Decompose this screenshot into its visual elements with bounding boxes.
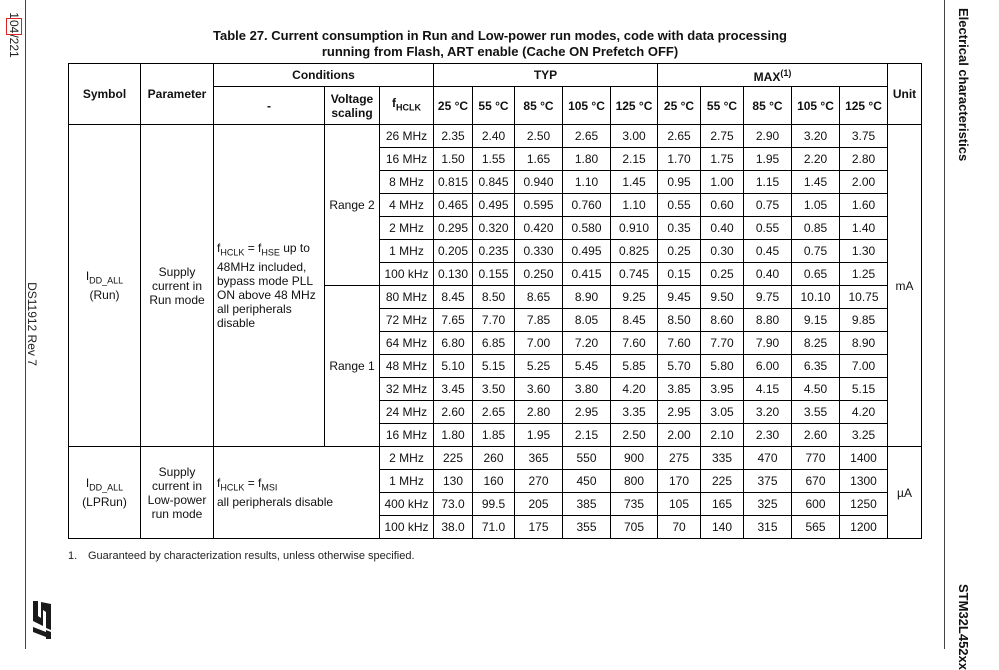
- max-value: 3.05: [701, 401, 744, 424]
- typ-value: 99.5: [473, 493, 515, 516]
- page-number: 104/221: [7, 12, 21, 58]
- max-value: 1.95: [744, 148, 792, 171]
- typ-value: 2.65: [473, 401, 515, 424]
- frequency-cell: 26 MHz: [380, 125, 434, 148]
- max-value: 1.25: [840, 263, 888, 286]
- max-value: 0.75: [792, 240, 840, 263]
- typ-value: 0.495: [473, 194, 515, 217]
- typ-value: 7.70: [473, 309, 515, 332]
- header-typ: TYP: [434, 64, 658, 87]
- max-value: 2.30: [744, 424, 792, 447]
- max-value: 5.80: [701, 355, 744, 378]
- max-value: 770: [792, 447, 840, 470]
- header-max-temp: 105 °C: [792, 87, 840, 125]
- run-unit: mA: [888, 125, 922, 447]
- typ-value: 0.130: [434, 263, 473, 286]
- typ-value: 0.595: [515, 194, 563, 217]
- typ-value: 3.35: [611, 401, 658, 424]
- max-value: 7.70: [701, 332, 744, 355]
- typ-value: 1.65: [515, 148, 563, 171]
- typ-value: 5.10: [434, 355, 473, 378]
- table-row: [69, 125, 922, 148]
- typ-value: 385: [563, 493, 611, 516]
- max-value: 0.30: [701, 240, 744, 263]
- footnote-ref: (1): [780, 68, 792, 78]
- header-unit: Unit: [888, 64, 922, 125]
- max-value: 2.20: [792, 148, 840, 171]
- lprun-unit: µA: [888, 447, 922, 539]
- header-typ-temp: 25 °C: [434, 87, 473, 125]
- typ-value: 0.580: [563, 217, 611, 240]
- typ-value: 0.250: [515, 263, 563, 286]
- max-value: 1200: [840, 516, 888, 539]
- max-value: 325: [744, 493, 792, 516]
- run-conditions: $f_{HCLK} = f_{HSE}$ up to 48MHz included, bypass mode PLL ON above 48 MHz all peripherals disable: [214, 125, 325, 447]
- typ-value: 5.15: [473, 355, 515, 378]
- typ-value: 0.760: [563, 194, 611, 217]
- header-parameter: Parameter: [141, 64, 214, 125]
- frequency-cell: 8 MHz: [380, 171, 434, 194]
- typ-value: 8.50: [473, 286, 515, 309]
- typ-value: 0.235: [473, 240, 515, 263]
- page-number-highlight: 04: [7, 19, 21, 34]
- max-value: 0.45: [744, 240, 792, 263]
- typ-value: 0.205: [434, 240, 473, 263]
- frequency-cell: 2 MHz: [380, 217, 434, 240]
- header-typ-temp: 105 °C: [563, 87, 611, 125]
- header-max-temp: 85 °C: [744, 87, 792, 125]
- max-value: 2.65: [658, 125, 701, 148]
- typ-value: 9.25: [611, 286, 658, 309]
- max-value: 0.55: [744, 217, 792, 240]
- typ-value: 1.10: [611, 194, 658, 217]
- max-value: 8.90: [840, 332, 888, 355]
- typ-value: 2.80: [515, 401, 563, 424]
- typ-value: 4.20: [611, 378, 658, 401]
- max-value: 0.60: [701, 194, 744, 217]
- max-value: 8.50: [658, 309, 701, 332]
- typ-value: 3.60: [515, 378, 563, 401]
- max-value: 1250: [840, 493, 888, 516]
- max-value: 2.00: [840, 171, 888, 194]
- frequency-cell: 72 MHz: [380, 309, 434, 332]
- max-value: 4.15: [744, 378, 792, 401]
- max-value: 1400: [840, 447, 888, 470]
- typ-value: 0.295: [434, 217, 473, 240]
- typ-value: 0.415: [563, 263, 611, 286]
- typ-value: 365: [515, 447, 563, 470]
- caption-line-1: Table 27. Current consumption in Run and Low-power run modes, code with data processing: [213, 28, 787, 43]
- header-max-temp: 125 °C: [840, 87, 888, 125]
- max-value: 1300: [840, 470, 888, 493]
- max-value: 0.85: [792, 217, 840, 240]
- max-value: 1.40: [840, 217, 888, 240]
- max-value: 2.60: [792, 424, 840, 447]
- max-value: 315: [744, 516, 792, 539]
- max-value: 1.15: [744, 171, 792, 194]
- typ-value: 0.910: [611, 217, 658, 240]
- max-value: 1.60: [840, 194, 888, 217]
- max-value: 9.50: [701, 286, 744, 309]
- typ-value: 1.80: [434, 424, 473, 447]
- typ-value: 5.45: [563, 355, 611, 378]
- typ-value: 225: [434, 447, 473, 470]
- frequency-cell: 64 MHz: [380, 332, 434, 355]
- typ-value: 0.155: [473, 263, 515, 286]
- max-value: 2.90: [744, 125, 792, 148]
- max-value: 1.00: [701, 171, 744, 194]
- typ-value: 130: [434, 470, 473, 493]
- typ-value: 7.20: [563, 332, 611, 355]
- max-value: 0.75: [744, 194, 792, 217]
- frequency-cell: 4 MHz: [380, 194, 434, 217]
- frequency-cell: 80 MHz: [380, 286, 434, 309]
- max-value: 9.75: [744, 286, 792, 309]
- typ-value: 2.95: [563, 401, 611, 424]
- max-value: 0.25: [701, 263, 744, 286]
- typ-value: 705: [611, 516, 658, 539]
- frequency-cell: 100 kHz: [380, 516, 434, 539]
- typ-value: 6.85: [473, 332, 515, 355]
- typ-value: 8.90: [563, 286, 611, 309]
- max-value: 375: [744, 470, 792, 493]
- max-value: 1.05: [792, 194, 840, 217]
- max-value: 4.50: [792, 378, 840, 401]
- header-voltage-scaling: Voltage scaling: [325, 87, 380, 125]
- voltage-scaling-range-2: Range 2: [325, 125, 380, 286]
- max-value: 9.45: [658, 286, 701, 309]
- run-parameter: Supply current in Run mode: [141, 125, 214, 447]
- part-number: STM32L452xx: [956, 584, 971, 670]
- max-value: 275: [658, 447, 701, 470]
- typ-value: 0.465: [434, 194, 473, 217]
- typ-value: 7.60: [611, 332, 658, 355]
- frequency-cell: 16 MHz: [380, 148, 434, 171]
- max-value: 105: [658, 493, 701, 516]
- max-value: 600: [792, 493, 840, 516]
- max-value: 2.80: [840, 148, 888, 171]
- header-fhclk: $f_{HCLK}$: [380, 87, 434, 125]
- max-value: 3.25: [840, 424, 888, 447]
- max-value: 0.25: [658, 240, 701, 263]
- typ-value: 38.0: [434, 516, 473, 539]
- typ-value: 2.15: [563, 424, 611, 447]
- typ-value: 5.85: [611, 355, 658, 378]
- max-value: 10.75: [840, 286, 888, 309]
- max-value: 8.25: [792, 332, 840, 355]
- max-value: 225: [701, 470, 744, 493]
- right-margin-rule: [944, 0, 945, 649]
- max-value: 6.00: [744, 355, 792, 378]
- typ-value: 71.0: [473, 516, 515, 539]
- max-value: 8.80: [744, 309, 792, 332]
- max-value: 5.15: [840, 378, 888, 401]
- frequency-cell: 2 MHz: [380, 447, 434, 470]
- frequency-cell: 100 kHz: [380, 263, 434, 286]
- lprun-conditions: $f_{HCLK} = f_{MSI}$ all peripherals disable: [214, 447, 380, 539]
- frequency-cell: 48 MHz: [380, 355, 434, 378]
- typ-value: 0.825: [611, 240, 658, 263]
- max-value: 70: [658, 516, 701, 539]
- max-value: 2.10: [701, 424, 744, 447]
- typ-value: 0.320: [473, 217, 515, 240]
- max-value: 6.35: [792, 355, 840, 378]
- typ-value: 0.330: [515, 240, 563, 263]
- document-id: DS11912 Rev 7: [25, 282, 39, 366]
- typ-value: 1.55: [473, 148, 515, 171]
- typ-value: 8.45: [611, 309, 658, 332]
- max-value: 0.55: [658, 194, 701, 217]
- typ-value: 3.00: [611, 125, 658, 148]
- frequency-cell: 32 MHz: [380, 378, 434, 401]
- header-max-temp: 55 °C: [701, 87, 744, 125]
- section-title: Electrical characteristics: [956, 8, 971, 162]
- typ-value: 0.745: [611, 263, 658, 286]
- lprun-parameter: Supply current in Low-power run mode: [141, 447, 214, 539]
- max-value: 170: [658, 470, 701, 493]
- typ-value: 2.35: [434, 125, 473, 148]
- header-typ-temp: 85 °C: [515, 87, 563, 125]
- header-typ-temp: 125 °C: [611, 87, 658, 125]
- typ-value: 7.00: [515, 332, 563, 355]
- typ-value: 2.15: [611, 148, 658, 171]
- table-row: [69, 447, 922, 470]
- max-value: 2.95: [658, 401, 701, 424]
- max-value: 3.20: [744, 401, 792, 424]
- max-value: 165: [701, 493, 744, 516]
- header-max: MAX$^{(1)}$: [658, 64, 888, 87]
- typ-value: 7.85: [515, 309, 563, 332]
- typ-value: 0.420: [515, 217, 563, 240]
- typ-value: 1.50: [434, 148, 473, 171]
- max-value: 0.40: [744, 263, 792, 286]
- max-value: 670: [792, 470, 840, 493]
- max-value: 565: [792, 516, 840, 539]
- header-max-temp: 25 °C: [658, 87, 701, 125]
- typ-value: 0.845: [473, 171, 515, 194]
- max-value: 0.40: [701, 217, 744, 240]
- typ-value: 550: [563, 447, 611, 470]
- typ-value: 450: [563, 470, 611, 493]
- footnote: 1. Guaranteed by characterization results, unless otherwise specified.: [68, 550, 415, 562]
- typ-value: 8.45: [434, 286, 473, 309]
- typ-value: 1.85: [473, 424, 515, 447]
- max-value: 8.60: [701, 309, 744, 332]
- typ-value: 270: [515, 470, 563, 493]
- frequency-cell: 1 MHz: [380, 470, 434, 493]
- max-value: 335: [701, 447, 744, 470]
- frequency-cell: 24 MHz: [380, 401, 434, 424]
- caption-line-2: running from Flash, ART enable (Cache ON Prefetch OFF): [321, 44, 679, 59]
- typ-value: 735: [611, 493, 658, 516]
- typ-value: 355: [563, 516, 611, 539]
- typ-value: 1.80: [563, 148, 611, 171]
- max-value: 9.85: [840, 309, 888, 332]
- table-caption: [60, 28, 940, 60]
- run-symbol: $I_{DD\_ALL}$ (Run): [69, 125, 141, 447]
- typ-value: 205: [515, 493, 563, 516]
- max-value: 7.90: [744, 332, 792, 355]
- typ-value: 0.815: [434, 171, 473, 194]
- typ-value: 160: [473, 470, 515, 493]
- voltage-scaling-range-1: Range 1: [325, 286, 380, 447]
- max-value: 2.00: [658, 424, 701, 447]
- typ-value: 260: [473, 447, 515, 470]
- max-value: 9.15: [792, 309, 840, 332]
- typ-value: 6.80: [434, 332, 473, 355]
- max-value: 1.30: [840, 240, 888, 263]
- header-row-1: [69, 64, 922, 87]
- max-value: 3.85: [658, 378, 701, 401]
- typ-value: 0.495: [563, 240, 611, 263]
- typ-value: 7.65: [434, 309, 473, 332]
- typ-value: 3.80: [563, 378, 611, 401]
- max-value: 7.00: [840, 355, 888, 378]
- max-value: 470: [744, 447, 792, 470]
- typ-value: 73.0: [434, 493, 473, 516]
- header-typ-temp: 55 °C: [473, 87, 515, 125]
- header-conditions: Conditions: [214, 64, 434, 87]
- typ-value: 3.50: [473, 378, 515, 401]
- max-value: 0.65: [792, 263, 840, 286]
- header-symbol: Symbol: [69, 64, 141, 125]
- max-value: 7.60: [658, 332, 701, 355]
- typ-value: 8.05: [563, 309, 611, 332]
- typ-value: 8.65: [515, 286, 563, 309]
- max-value: 2.75: [701, 125, 744, 148]
- max-value: 5.70: [658, 355, 701, 378]
- typ-value: 1.45: [611, 171, 658, 194]
- max-value: 3.20: [792, 125, 840, 148]
- header-dash: -: [214, 87, 325, 125]
- max-value: 3.75: [840, 125, 888, 148]
- max-value: 0.35: [658, 217, 701, 240]
- current-consumption-table: [68, 63, 922, 539]
- max-value: 3.55: [792, 401, 840, 424]
- typ-value: 175: [515, 516, 563, 539]
- max-value: 1.70: [658, 148, 701, 171]
- frequency-cell: 1 MHz: [380, 240, 434, 263]
- st-logo-icon: [30, 601, 54, 639]
- typ-value: 2.40: [473, 125, 515, 148]
- max-value: 1.75: [701, 148, 744, 171]
- lprun-symbol: $I_{DD\_ALL}$ (LPRun): [69, 447, 141, 539]
- max-value: 140: [701, 516, 744, 539]
- typ-value: 3.45: [434, 378, 473, 401]
- max-value: 4.20: [840, 401, 888, 424]
- max-value: 0.95: [658, 171, 701, 194]
- typ-value: 2.50: [515, 125, 563, 148]
- typ-value: 2.65: [563, 125, 611, 148]
- typ-value: 0.940: [515, 171, 563, 194]
- typ-value: 2.60: [434, 401, 473, 424]
- typ-value: 800: [611, 470, 658, 493]
- typ-value: 2.50: [611, 424, 658, 447]
- max-value: 3.95: [701, 378, 744, 401]
- max-value: 0.15: [658, 263, 701, 286]
- typ-value: 1.95: [515, 424, 563, 447]
- frequency-cell: 16 MHz: [380, 424, 434, 447]
- typ-value: 5.25: [515, 355, 563, 378]
- typ-value: 1.10: [563, 171, 611, 194]
- max-value: 1.45: [792, 171, 840, 194]
- typ-value: 900: [611, 447, 658, 470]
- frequency-cell: 400 kHz: [380, 493, 434, 516]
- max-value: 10.10: [792, 286, 840, 309]
